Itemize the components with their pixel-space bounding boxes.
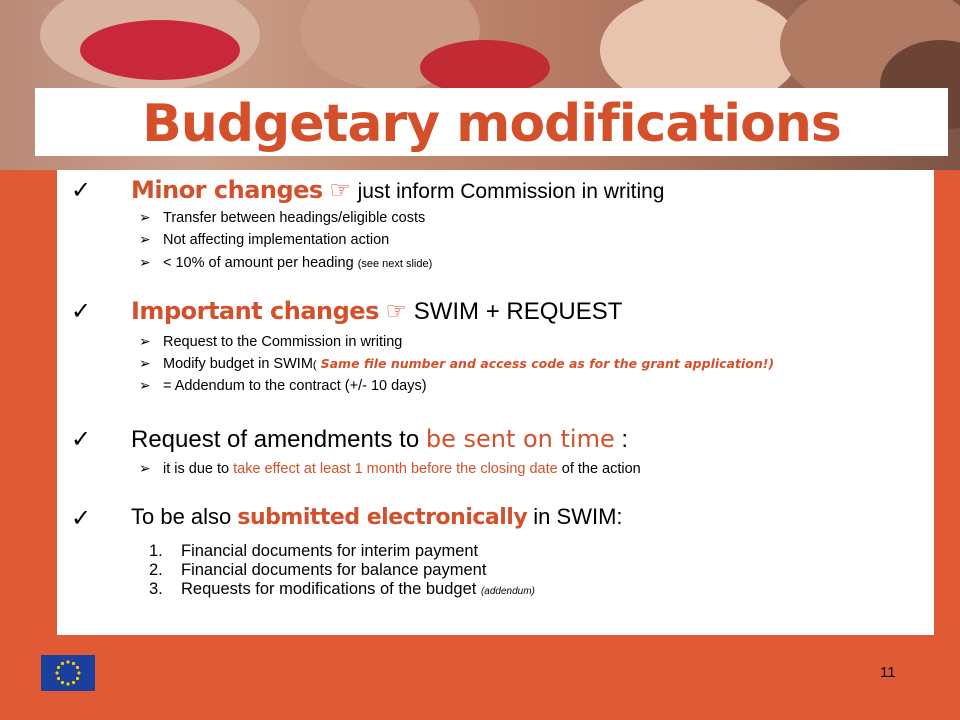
section-heading: [131, 176, 665, 205]
list-item: [149, 580, 535, 599]
list-item: [149, 561, 486, 580]
item-text: Financial documents for interim payment: [181, 542, 479, 560]
pointing-hand-icon: ☞: [329, 177, 351, 204]
list-item: [139, 378, 427, 394]
list-item: [139, 255, 433, 271]
arrow-bullet-icon: ➢: [139, 378, 151, 394]
list-item: [149, 542, 478, 561]
page-number: 11: [880, 664, 896, 681]
arrow-bullet-icon: ➢: [139, 461, 151, 477]
check-icon: ✓: [71, 176, 92, 204]
item-text: Modify budget in SWIM: [163, 356, 313, 372]
eu-flag-logo: [41, 655, 95, 691]
list-item: [139, 356, 775, 372]
item-number: 2.: [149, 561, 163, 579]
item-note: (addendum): [480, 586, 535, 597]
list-item: [139, 334, 403, 350]
check-icon: ✓: [71, 297, 92, 325]
item-number: 3.: [149, 580, 163, 598]
heading-pre: To be also: [131, 504, 232, 529]
item-text: Requests for modifications of the budget: [181, 580, 477, 598]
page-title: Budgetary modifications: [142, 94, 841, 154]
arrow-bullet-icon: ➢: [139, 356, 151, 372]
heading-pre: Request of amendments to: [131, 426, 420, 453]
section-heading: [131, 425, 628, 454]
list-item: [139, 461, 641, 477]
item-number: 1.: [149, 542, 163, 560]
item-paren: (: [312, 359, 317, 371]
item-text: < 10% of amount per heading: [163, 255, 354, 271]
item-accent: take effect at least 1 month before the closing date: [233, 461, 558, 477]
section-heading: [131, 297, 622, 326]
item-text: Request to the Commission in writing: [163, 334, 403, 350]
heading-rest: just inform Commission in writing: [357, 180, 665, 203]
arrow-bullet-icon: ➢: [139, 255, 151, 271]
heading-accent: Important changes: [131, 297, 379, 325]
arrow-bullet-icon: ➢: [139, 210, 151, 226]
item-text: it is due to: [163, 461, 230, 477]
heading-accent: Minor changes: [131, 176, 323, 204]
heading-post: :: [621, 426, 629, 453]
item-text: Not affecting implementation action: [163, 232, 390, 248]
item-text: Transfer between headings/eligible costs: [163, 210, 426, 226]
heading-post: in SWIM:: [533, 504, 623, 529]
arrow-bullet-icon: ➢: [139, 232, 151, 248]
item-note: (see next slide): [357, 258, 433, 270]
item-text: Financial documents for balance payment: [181, 561, 487, 579]
item-note: Same file number and access code as for the grant application!): [320, 356, 775, 371]
pointing-hand-icon: ☞: [385, 298, 408, 325]
title-box: [35, 88, 948, 156]
heading-accent: submitted electronically: [237, 505, 528, 530]
list-item: [139, 232, 390, 248]
check-icon: ✓: [71, 425, 92, 453]
section-heading: [131, 504, 623, 530]
list-item: [139, 210, 426, 226]
content-panel: [57, 170, 934, 635]
eu-stars-icon: [41, 655, 95, 691]
item-text: = Addendum to the contract (+/- 10 days): [163, 378, 427, 394]
item-text-post: of the action: [561, 461, 641, 477]
check-icon: ✓: [71, 504, 92, 532]
heading-rest: SWIM + REQUEST: [413, 298, 623, 325]
arrow-bullet-icon: ➢: [139, 334, 151, 350]
heading-accent: be sent on time: [425, 425, 615, 453]
